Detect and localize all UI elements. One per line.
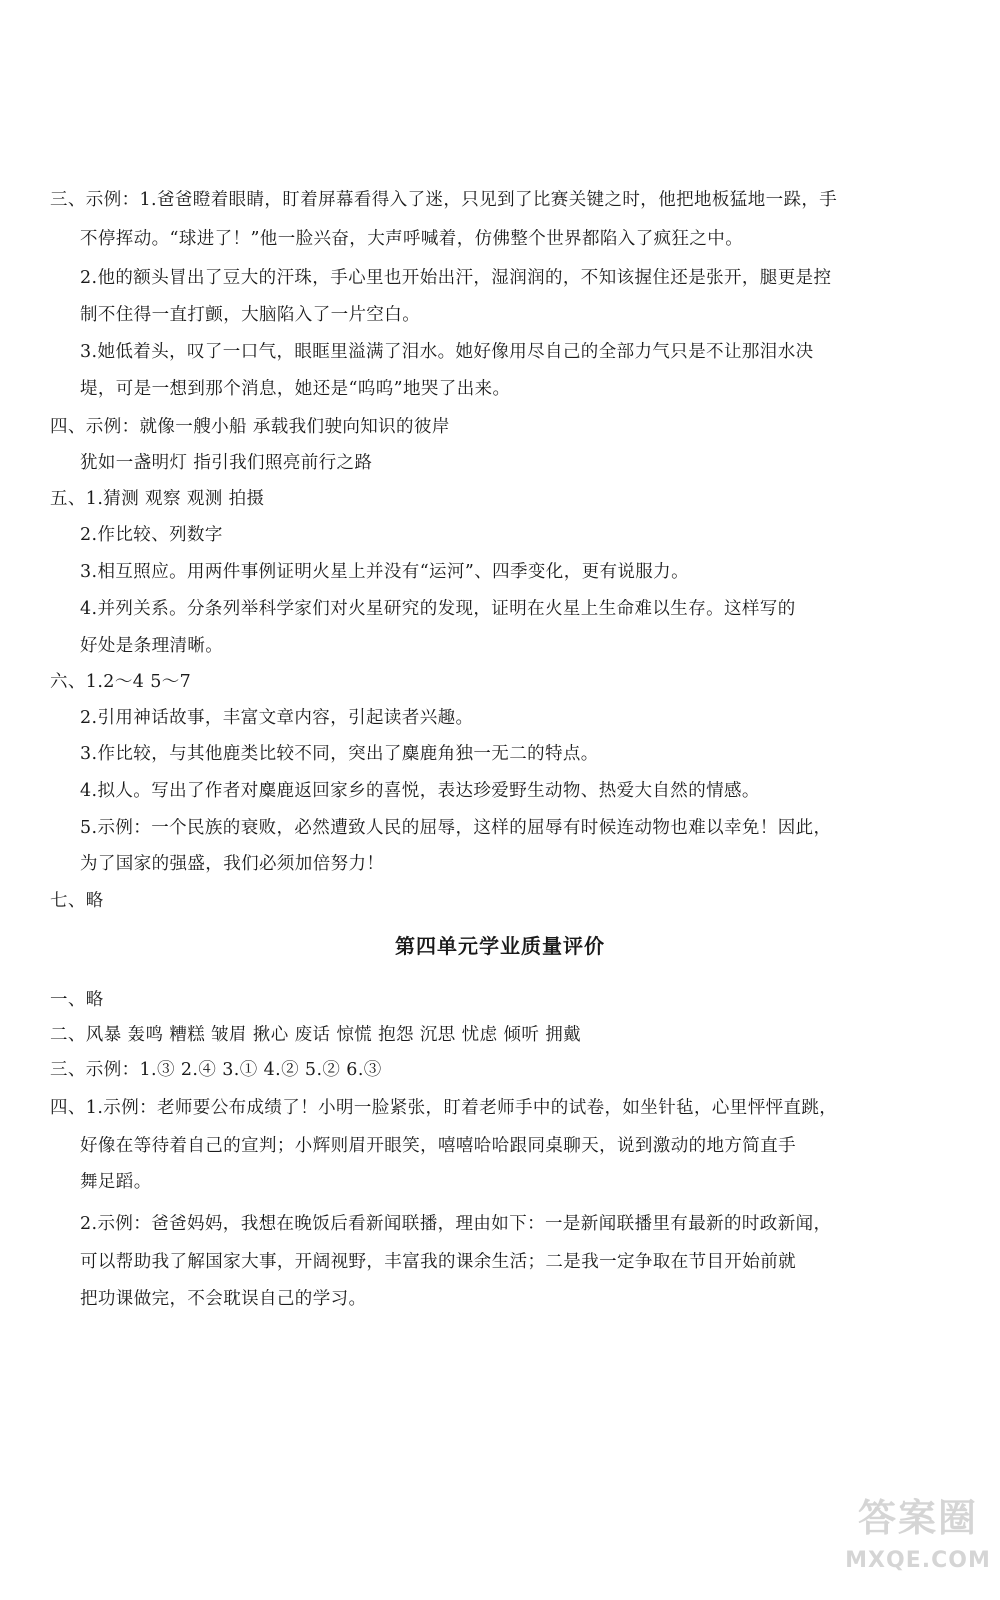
section5-line2: 2.作比较、列数字 — [80, 525, 223, 545]
section3-line5: 3.她低着头，叹了一口气，眼眶里溢满了泪水。她好像用尽自己的全部力气只是不让那泪水决 — [80, 342, 814, 362]
section6-line4: 4.拟人。写出了作者对麋鹿返回家乡的喜悦，表达珍爱野生动物、热爱大自然的情感。 — [80, 781, 760, 801]
watermark-url: MXQE.COM — [845, 1548, 991, 1573]
section6-line1: 六、1.2～4 5～7 — [50, 672, 192, 692]
unit4-title: 第四单元学业质量评价 — [395, 934, 605, 958]
section5-line5: 好处是条理清晰。 — [80, 636, 224, 656]
site-watermark — [844, 1492, 992, 1592]
section3-line4: 制不住得一直打颤，大脑陷入了一片空白。 — [80, 305, 421, 325]
unit4-answer1: 一、略 — [50, 990, 104, 1010]
unit4-answer4-line4: 2.示例：爸爸妈妈，我想在晚饭后看新闻联播，理由如下：一是新闻联播里有最新的时政新闻， — [80, 1214, 832, 1234]
section5-line4: 4.并列关系。分条列举科学家们对火星研究的发现，证明在火星上生命难以生存。这样写的 — [80, 599, 796, 619]
section6-line3: 3.作比较，与其他鹿类比较不同，突出了麋鹿角独一无二的特点。 — [80, 744, 599, 764]
section7-line1: 七、略 — [50, 891, 104, 911]
section3-line3: 2.他的额头冒出了豆大的汗珠，手心里也开始出汗，湿润润的，不知该握住还是张开，腿更是控 — [80, 268, 832, 288]
watermark-logo-text: 答案圈 — [857, 1496, 978, 1540]
section3-line6: 堤，可是一想到那个消息，她还是“呜呜”地哭了出来。 — [80, 379, 511, 399]
section5-line1: 五、1.猜测 观察 观测 拍摄 — [50, 489, 265, 509]
section3-line2: 不停挥动。“球进了！”他一脸兴奋，大声呼喊着，仿佛整个世界都陷入了疯狂之中。 — [80, 229, 744, 249]
unit4-answer4-line5: 可以帮助我了解国家大事，开阔视野，丰富我的课余生活；二是我一定争取在节目开始前就 — [80, 1252, 796, 1272]
section3-line1: 三、示例：1.爸爸瞪着眼睛，盯着屏幕看得入了迷，只见到了比赛关键之时，他把地板猛地一跺，手 — [50, 190, 838, 210]
unit4-answer4-line1: 四、1.示例：老师要公布成绩了！小明一脸紧张，盯着老师手中的试卷，如坐针毡，心里怦怦直跳， — [50, 1098, 838, 1118]
section5-line3: 3.相互照应。用两件事例证明火星上并没有“运河”、四季变化，更有说服力。 — [80, 562, 689, 582]
section6-line2: 2.引用神话故事，丰富文章内容，引起读者兴趣。 — [80, 708, 474, 728]
section6-line5: 5.示例：一个民族的衰败，必然遭致人民的屈辱，这样的屈辱有时候连动物也难以幸免！因此， — [80, 818, 832, 838]
unit4-answer4-line2: 好像在等待着自己的宣判；小辉则眉开眼笑，嘻嘻哈哈跟同桌聊天，说到激动的地方简直手 — [80, 1136, 796, 1156]
unit4-answer4-line6: 把功课做完，不会耽误自己的学习。 — [80, 1289, 367, 1309]
section4-line2: 犹如一盏明灯 指引我们照亮前行之路 — [80, 453, 373, 473]
unit4-answer4-line3: 舞足蹈。 — [80, 1172, 152, 1192]
section4-line1: 四、示例：就像一艘小船 承载我们驶向知识的彼岸 — [50, 417, 450, 437]
unit4-answer2: 二、风暴 轰鸣 糟糕 皱眉 揪心 废话 惊慌 抱怨 沉思 忧虑 倾听 拥戴 — [50, 1025, 581, 1045]
section6-line6: 为了国家的强盛，我们必须加倍努力！ — [80, 854, 385, 874]
unit4-answer3: 三、示例：1.③ 2.④ 3.① 4.② 5.② 6.③ — [50, 1060, 382, 1080]
